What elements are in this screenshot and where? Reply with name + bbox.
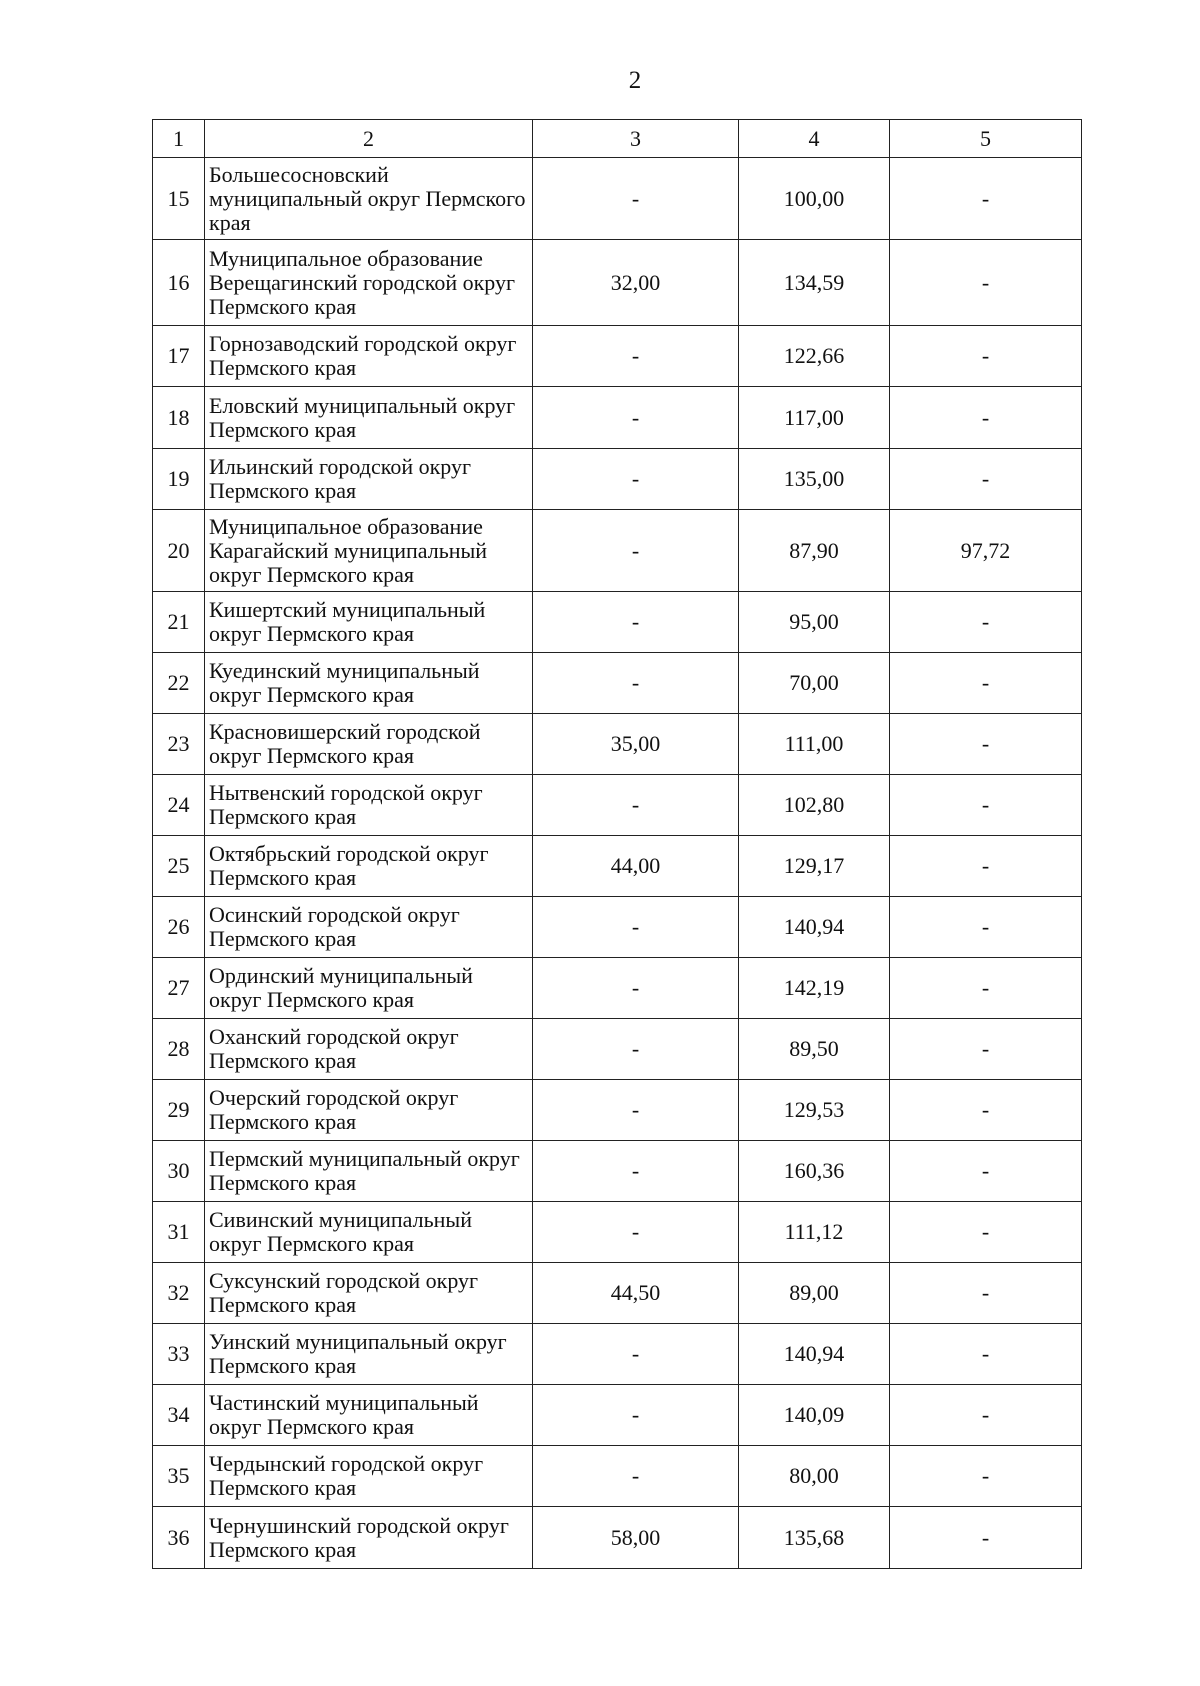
row-number-cell: 17: [153, 326, 205, 387]
column-5-value-cell: -: [890, 1202, 1082, 1263]
row-number-cell: 26: [153, 897, 205, 958]
column-3-value-cell: -: [533, 897, 739, 958]
column-3-value-cell: -: [533, 1446, 739, 1507]
column-3-value-cell: -: [533, 1141, 739, 1202]
column-4-value-cell: 102,80: [739, 775, 890, 836]
table-row: [153, 1080, 1082, 1141]
column-5-value-cell: -: [890, 1263, 1082, 1324]
table-row: [153, 449, 1082, 510]
municipality-name-cell: Октябрьский городской округ Пермского края: [205, 836, 533, 897]
table-header-row: [153, 120, 1082, 158]
column-3-value-cell: -: [533, 510, 739, 592]
column-4-value-cell: 160,36: [739, 1141, 890, 1202]
column-5-value-cell: -: [890, 592, 1082, 653]
column-5-value-cell: -: [890, 714, 1082, 775]
municipality-name-cell: Пермский муниципальный округ Пермского края: [205, 1141, 533, 1202]
row-number-cell: 24: [153, 775, 205, 836]
column-4-value-cell: 95,00: [739, 592, 890, 653]
row-number-cell: 32: [153, 1263, 205, 1324]
column-4-value-cell: 89,00: [739, 1263, 890, 1324]
column-4-value-cell: 142,19: [739, 958, 890, 1019]
column-4-value-cell: 129,53: [739, 1080, 890, 1141]
municipality-name-cell: Уинский муниципальный округ Пермского края: [205, 1324, 533, 1385]
column-4-value-cell: 135,68: [739, 1507, 890, 1569]
table-row: [153, 653, 1082, 714]
column-4-value-cell: 122,66: [739, 326, 890, 387]
table-row: [153, 1446, 1082, 1507]
column-4-value-cell: 111,00: [739, 714, 890, 775]
column-3-value-cell: -: [533, 387, 739, 449]
column-4-value-cell: 140,94: [739, 897, 890, 958]
column-4-value-cell: 89,50: [739, 1019, 890, 1080]
municipality-name-cell: Кишертский муниципальный округ Пермского края: [205, 592, 533, 653]
column-3-value-cell: -: [533, 326, 739, 387]
row-number-cell: 36: [153, 1507, 205, 1569]
column-5-value-cell: -: [890, 1141, 1082, 1202]
header-cell: 4: [739, 120, 890, 158]
municipality-name-cell: Горнозаводский городской округ Пермского края: [205, 326, 533, 387]
row-number-cell: 19: [153, 449, 205, 510]
column-5-value-cell: -: [890, 775, 1082, 836]
row-number-cell: 29: [153, 1080, 205, 1141]
data-table: [152, 119, 1082, 1569]
table-row: [153, 510, 1082, 592]
table-row: [153, 158, 1082, 240]
municipality-name-cell: Муниципальное образование Верещагинский городской округ Пермского края: [205, 240, 533, 326]
column-5-value-cell: -: [890, 897, 1082, 958]
column-5-value-cell: -: [890, 158, 1082, 240]
column-5-value-cell: -: [890, 1324, 1082, 1385]
municipality-name-cell: Ординский муниципальный округ Пермского края: [205, 958, 533, 1019]
header-cell: 2: [205, 120, 533, 158]
column-3-value-cell: 35,00: [533, 714, 739, 775]
municipality-name-cell: Ильинский городской округ Пермского края: [205, 449, 533, 510]
column-5-value-cell: -: [890, 1507, 1082, 1569]
column-4-value-cell: 140,09: [739, 1385, 890, 1446]
row-number-cell: 16: [153, 240, 205, 326]
municipality-name-cell: Нытвенский городской округ Пермского края: [205, 775, 533, 836]
table-row: [153, 592, 1082, 653]
municipality-name-cell: Красновишерский городской округ Пермского края: [205, 714, 533, 775]
municipality-name-cell: Еловский муниципальный округ Пермского края: [205, 387, 533, 449]
column-4-value-cell: 117,00: [739, 387, 890, 449]
table-row: [153, 1324, 1082, 1385]
column-5-value-cell: -: [890, 836, 1082, 897]
column-3-value-cell: 44,00: [533, 836, 739, 897]
municipality-name-cell: Муниципальное образование Карагайский муниципальный округ Пермского края: [205, 510, 533, 592]
municipality-name-cell: Большесосновский муниципальный округ Пермского края: [205, 158, 533, 240]
municipality-name-cell: Чернушинский городской округ Пермского края: [205, 1507, 533, 1569]
column-4-value-cell: 100,00: [739, 158, 890, 240]
column-4-value-cell: 135,00: [739, 449, 890, 510]
column-5-value-cell: -: [890, 449, 1082, 510]
row-number-cell: 15: [153, 158, 205, 240]
column-3-value-cell: -: [533, 958, 739, 1019]
column-4-value-cell: 87,90: [739, 510, 890, 592]
column-3-value-cell: 32,00: [533, 240, 739, 326]
page-number: 2: [628, 67, 642, 94]
table-row: [153, 240, 1082, 326]
row-number-cell: 35: [153, 1446, 205, 1507]
header-cell: 1: [153, 120, 205, 158]
table-row: [153, 836, 1082, 897]
row-number-cell: 21: [153, 592, 205, 653]
column-5-value-cell: -: [890, 958, 1082, 1019]
table-row: [153, 1385, 1082, 1446]
column-5-value-cell: -: [890, 387, 1082, 449]
table-row: [153, 1019, 1082, 1080]
column-5-value-cell: 97,72: [890, 510, 1082, 592]
column-3-value-cell: -: [533, 1324, 739, 1385]
column-3-value-cell: -: [533, 1202, 739, 1263]
row-number-cell: 27: [153, 958, 205, 1019]
header-cell: 5: [890, 120, 1082, 158]
column-5-value-cell: -: [890, 326, 1082, 387]
column-3-value-cell: -: [533, 1385, 739, 1446]
table-row: [153, 775, 1082, 836]
column-4-value-cell: 134,59: [739, 240, 890, 326]
column-3-value-cell: 58,00: [533, 1507, 739, 1569]
column-3-value-cell: -: [533, 653, 739, 714]
table-row: [153, 958, 1082, 1019]
table-row: [153, 1263, 1082, 1324]
row-number-cell: 18: [153, 387, 205, 449]
row-number-cell: 30: [153, 1141, 205, 1202]
municipality-name-cell: Оханский городской округ Пермского края: [205, 1019, 533, 1080]
column-3-value-cell: -: [533, 1019, 739, 1080]
municipality-name-cell: Куединский муниципальный округ Пермского края: [205, 653, 533, 714]
municipality-name-cell: Суксунский городской округ Пермского края: [205, 1263, 533, 1324]
table-row: [153, 897, 1082, 958]
column-5-value-cell: -: [890, 653, 1082, 714]
table-row: [153, 387, 1082, 449]
table-row: [153, 326, 1082, 387]
column-4-value-cell: 129,17: [739, 836, 890, 897]
row-number-cell: 20: [153, 510, 205, 592]
municipality-name-cell: Сивинский муниципальный округ Пермского края: [205, 1202, 533, 1263]
column-3-value-cell: -: [533, 1080, 739, 1141]
municipality-name-cell: Чердынский городской округ Пермского края: [205, 1446, 533, 1507]
column-3-value-cell: 44,50: [533, 1263, 739, 1324]
row-number-cell: 28: [153, 1019, 205, 1080]
column-3-value-cell: -: [533, 775, 739, 836]
table-row: [153, 1507, 1082, 1569]
column-3-value-cell: -: [533, 158, 739, 240]
column-5-value-cell: -: [890, 240, 1082, 326]
column-5-value-cell: -: [890, 1019, 1082, 1080]
header-cell: 3: [533, 120, 739, 158]
column-4-value-cell: 140,94: [739, 1324, 890, 1385]
column-4-value-cell: 70,00: [739, 653, 890, 714]
row-number-cell: 33: [153, 1324, 205, 1385]
table-row: [153, 1202, 1082, 1263]
row-number-cell: 23: [153, 714, 205, 775]
column-3-value-cell: -: [533, 592, 739, 653]
row-number-cell: 31: [153, 1202, 205, 1263]
column-4-value-cell: 80,00: [739, 1446, 890, 1507]
column-5-value-cell: -: [890, 1080, 1082, 1141]
municipality-name-cell: Осинский городской округ Пермского края: [205, 897, 533, 958]
table-row: [153, 714, 1082, 775]
column-3-value-cell: -: [533, 449, 739, 510]
municipality-name-cell: Очерский городской округ Пермского края: [205, 1080, 533, 1141]
row-number-cell: 22: [153, 653, 205, 714]
municipality-name-cell: Частинский муниципальный округ Пермского края: [205, 1385, 533, 1446]
row-number-cell: 34: [153, 1385, 205, 1446]
column-5-value-cell: -: [890, 1446, 1082, 1507]
column-5-value-cell: -: [890, 1385, 1082, 1446]
column-4-value-cell: 111,12: [739, 1202, 890, 1263]
row-number-cell: 25: [153, 836, 205, 897]
table-row: [153, 1141, 1082, 1202]
